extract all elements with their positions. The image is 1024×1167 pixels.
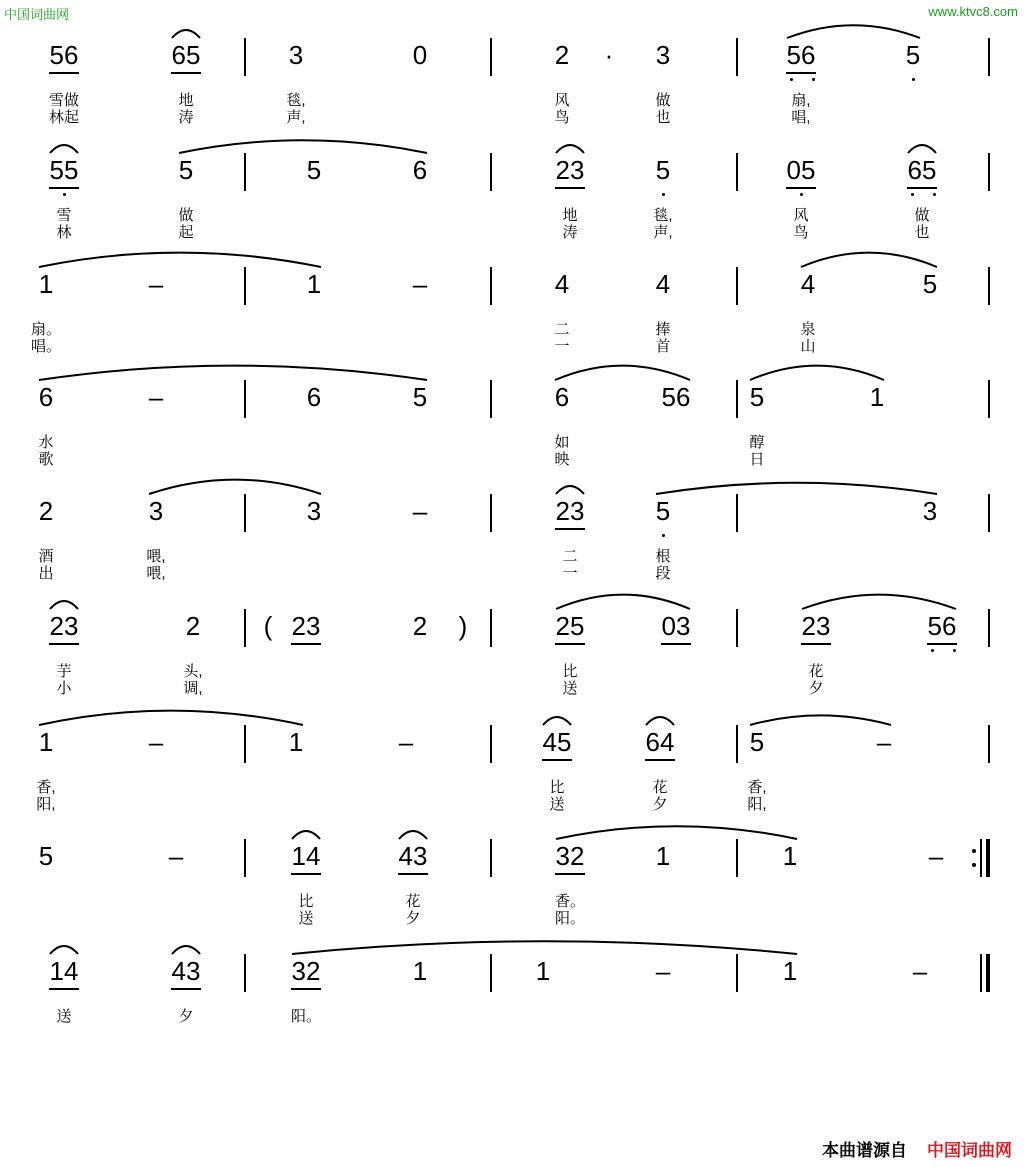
lyric-syllable: 唱。 — [30, 338, 62, 355]
lyric-syllable: 夕 — [652, 796, 668, 813]
lyric-syllable: 也 — [655, 109, 671, 126]
lyric-syllable: 捧 — [655, 321, 671, 338]
watermark-top-left: 中国词曲网 — [4, 7, 70, 22]
slur-layer — [0, 157, 1024, 257]
note-number: 1 — [535, 956, 551, 986]
note-number: – — [148, 269, 164, 299]
slur — [292, 941, 797, 954]
lyric-syllable: 芋 — [56, 663, 72, 680]
slur — [750, 715, 891, 725]
site-name: 中国词曲网 — [927, 1141, 1012, 1160]
note-number: 14 — [49, 956, 79, 986]
lyric-syllable: 雪 — [56, 207, 72, 224]
lyric-syllable: 雪做 — [48, 92, 80, 109]
note-number: 64 — [645, 727, 675, 757]
note-number: 3 — [655, 40, 671, 70]
lyric-syllable: 香, — [747, 779, 767, 796]
note-number: · — [604, 40, 614, 70]
lyric-syllable: 起 — [178, 224, 194, 241]
lyric-syllable: 夕 — [405, 910, 421, 927]
note-number: 23 — [49, 611, 79, 641]
note-number: 5 — [178, 155, 194, 185]
slur — [646, 717, 674, 725]
lyric-syllable: 唱, — [791, 109, 811, 126]
slur — [787, 25, 920, 38]
footer-credit — [822, 1136, 1012, 1161]
score-system — [0, 958, 1024, 1058]
slur — [656, 483, 937, 494]
lyric-syllable: 段 — [655, 565, 671, 582]
lyric-syllable: 香。 — [554, 893, 586, 910]
lyric-syllable: 醇 — [749, 434, 765, 451]
lyric-syllable: 涛 — [562, 224, 578, 241]
slur-layer — [0, 729, 1024, 829]
slur — [172, 30, 200, 38]
score-system — [0, 498, 1024, 598]
lyric-syllable: 酒 — [38, 548, 54, 565]
note-number: 1 — [655, 841, 671, 871]
slur-layer — [0, 498, 1024, 598]
slur-layer — [0, 384, 1024, 484]
lyric-syllable: 做 — [914, 207, 930, 224]
slur-layer — [0, 42, 1024, 142]
slur-layer — [0, 613, 1024, 713]
lyric-syllable: 泉 — [800, 321, 816, 338]
lyric-syllable: 毯, — [286, 92, 306, 109]
lyric-syllable: 花 — [808, 663, 824, 680]
note-number: 4 — [800, 269, 816, 299]
lyric-syllable: 风 — [793, 207, 809, 224]
slur-layer — [0, 958, 1024, 1058]
lyric-syllable: 阳, — [36, 796, 56, 813]
lyric-syllable: 阳。 — [290, 1008, 322, 1025]
note-number: 43 — [398, 841, 428, 871]
note-number: 5 — [412, 382, 428, 412]
note-number: – — [655, 956, 671, 986]
note-number: – — [168, 841, 184, 871]
lyric-syllable: 水 — [38, 434, 54, 451]
note-number: 65 — [171, 40, 201, 70]
lyric-syllable: 首 — [655, 338, 671, 355]
score-system — [0, 613, 1024, 713]
lyric-syllable: 声, — [286, 109, 306, 126]
lyric-syllable: 二 — [554, 321, 570, 338]
note-number: 14 — [291, 841, 321, 871]
lyric-syllable: 头, — [183, 663, 203, 680]
note-number: 56 — [927, 611, 957, 641]
lyric-syllable: 送 — [298, 910, 314, 927]
note-number: 1 — [38, 727, 54, 757]
lyric-syllable: 比 — [549, 779, 565, 796]
lyric-syllable: 喂, — [146, 548, 166, 565]
slur-layer — [0, 271, 1024, 371]
lyric-syllable: 夕 — [808, 680, 824, 697]
slur — [172, 946, 200, 954]
lyric-syllable: 扇, — [791, 92, 811, 109]
note-number: 1 — [869, 382, 885, 412]
note-number: – — [928, 841, 944, 871]
note-number: 4 — [554, 269, 570, 299]
slur-layer — [0, 843, 1024, 943]
note-number: 1 — [306, 269, 322, 299]
lyric-syllable: 毯, — [653, 207, 673, 224]
lyric-syllable: 鸟 — [554, 109, 570, 126]
note-number: 6 — [306, 382, 322, 412]
note-number: 1 — [782, 841, 798, 871]
lyric-syllable: 地 — [562, 207, 578, 224]
note-number: 5 — [905, 40, 921, 70]
score-system — [0, 729, 1024, 829]
note-number: 2 — [554, 40, 570, 70]
note-number: 03 — [661, 611, 691, 641]
note-number: 5 — [38, 841, 54, 871]
lyric-syllable: 也 — [914, 224, 930, 241]
note-number: 5 — [749, 382, 765, 412]
note-number: 0 — [412, 40, 428, 70]
lyric-syllable: 香, — [36, 779, 56, 796]
note-number: 1 — [412, 956, 428, 986]
slur — [543, 717, 571, 725]
lyric-syllable: 根 — [655, 548, 671, 565]
note-number: ) — [458, 611, 468, 641]
note-number: 55 — [49, 155, 79, 185]
note-number: 3 — [922, 496, 938, 526]
note-number: 1 — [288, 727, 304, 757]
note-number: 45 — [542, 727, 572, 757]
lyric-syllable: 送 — [56, 1008, 72, 1025]
note-number: 5 — [655, 496, 671, 526]
slur — [908, 145, 936, 153]
note-number: 5 — [922, 269, 938, 299]
lyric-syllable: 花 — [652, 779, 668, 796]
note-number: 56 — [786, 40, 816, 70]
score-system — [0, 42, 1024, 142]
lyric-syllable: 小 — [56, 680, 72, 697]
note-number: 4 — [655, 269, 671, 299]
note-number: 1 — [782, 956, 798, 986]
note-number: 23 — [291, 611, 321, 641]
lyric-syllable: 涛 — [178, 109, 194, 126]
lyric-syllable: 做 — [178, 207, 194, 224]
note-number: 3 — [148, 496, 164, 526]
source-label: 本曲谱源自 — [822, 1141, 907, 1160]
note-number: 23 — [555, 496, 585, 526]
lyric-syllable: 阳, — [747, 796, 767, 813]
note-number: 5 — [306, 155, 322, 185]
note-number: – — [148, 727, 164, 757]
note-number: ( — [263, 611, 273, 641]
note-number: 6 — [554, 382, 570, 412]
lyric-syllable: 声, — [653, 224, 673, 241]
note-number: 25 — [555, 611, 585, 641]
slur — [556, 145, 584, 153]
lyric-syllable: 送 — [562, 680, 578, 697]
slur — [179, 140, 427, 153]
note-number: – — [912, 956, 928, 986]
note-number: 6 — [412, 155, 428, 185]
slur — [556, 486, 584, 494]
slur — [50, 601, 78, 609]
lyric-syllable: 风 — [554, 92, 570, 109]
lyric-syllable: 一 — [562, 565, 578, 582]
note-number: 3 — [306, 496, 322, 526]
lyric-syllable: 花 — [405, 893, 421, 910]
lyric-syllable: 林起 — [48, 109, 80, 126]
slur — [50, 145, 78, 153]
lyric-syllable: 林 — [56, 224, 72, 241]
note-number: 23 — [555, 155, 585, 185]
lyric-syllable: 出 — [38, 565, 54, 582]
slur — [292, 831, 320, 839]
note-number: 5 — [655, 155, 671, 185]
slur — [50, 946, 78, 954]
lyric-syllable: 阳。 — [554, 910, 586, 927]
lyric-syllable: 比 — [562, 663, 578, 680]
note-number: – — [412, 269, 428, 299]
note-number: 65 — [907, 155, 937, 185]
score-system — [0, 271, 1024, 371]
lyric-syllable: 歌 — [38, 451, 54, 468]
lyric-syllable: 鸟 — [793, 224, 809, 241]
score-system — [0, 384, 1024, 484]
note-number: 05 — [786, 155, 816, 185]
lyric-syllable: 做 — [655, 92, 671, 109]
note-number: 2 — [185, 611, 201, 641]
note-number: 1 — [38, 269, 54, 299]
score-system — [0, 157, 1024, 257]
lyric-syllable: 映 — [554, 451, 570, 468]
lyric-syllable: 一 — [554, 338, 570, 355]
note-number: 32 — [555, 841, 585, 871]
watermark-top-right: www.ktvc8.com — [928, 4, 1018, 19]
note-number: 2 — [412, 611, 428, 641]
score-system — [0, 843, 1024, 943]
lyric-syllable: 日 — [749, 451, 765, 468]
lyric-syllable: 如 — [554, 434, 570, 451]
note-number: – — [148, 382, 164, 412]
lyric-syllable: 山 — [800, 338, 816, 355]
note-number: – — [412, 496, 428, 526]
note-number: 2 — [38, 496, 54, 526]
note-number: 32 — [291, 956, 321, 986]
note-number: – — [398, 727, 414, 757]
lyric-syllable: 喂, — [146, 565, 166, 582]
lyric-syllable: 送 — [549, 796, 565, 813]
lyric-syllable: 二 — [562, 548, 578, 565]
lyric-syllable: 扇。 — [30, 321, 62, 338]
slur — [399, 831, 427, 839]
note-number: 23 — [801, 611, 831, 641]
note-number: 43 — [171, 956, 201, 986]
note-number: 56 — [49, 40, 79, 70]
note-number: 5 — [749, 727, 765, 757]
lyric-syllable: 地 — [178, 92, 194, 109]
note-number: 3 — [288, 40, 304, 70]
note-number: 6 — [38, 382, 54, 412]
note-number: – — [876, 727, 892, 757]
lyric-syllable: 夕 — [178, 1008, 194, 1025]
lyric-syllable: 调, — [183, 680, 203, 697]
lyric-syllable: 比 — [298, 893, 314, 910]
note-number: 56 — [661, 382, 691, 412]
